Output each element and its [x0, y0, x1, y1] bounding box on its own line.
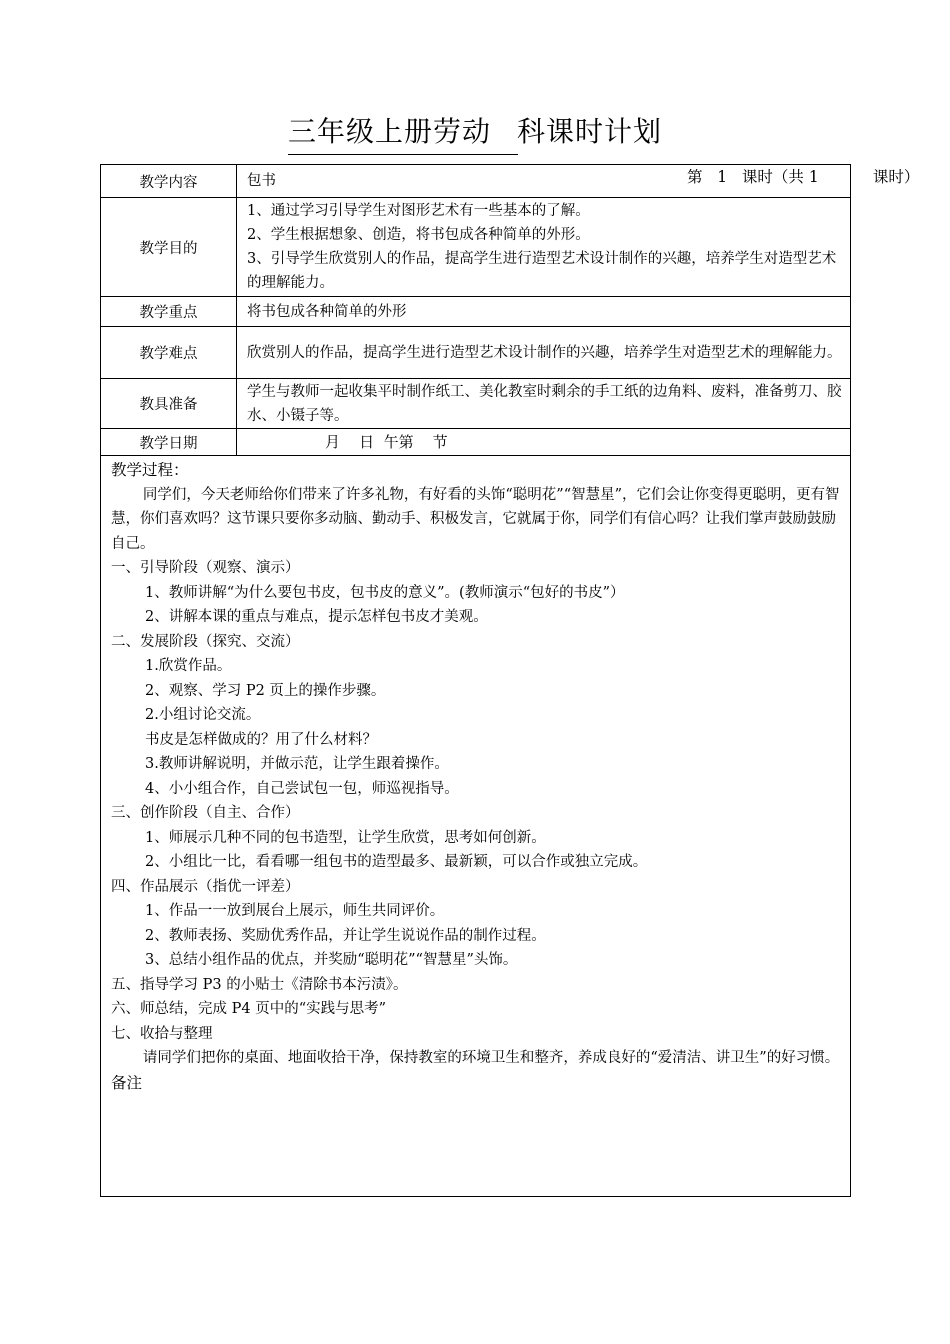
- cell-teaching-process: [101, 456, 851, 1197]
- row-teaching-aim: [101, 198, 851, 297]
- teaching-date-value: 月 日 午第 节: [325, 432, 448, 451]
- cell-teaching-date: [237, 429, 851, 456]
- title-part-1: 三年级上册劳动: [287, 115, 491, 148]
- row-difficulty: [101, 327, 851, 379]
- difficulty-value: 欣赏别人的作品，提高学生进行造型艺术设计制作的兴趣，培养学生对造型艺术的理解能力。: [237, 327, 851, 379]
- row-teaching-aids: [101, 379, 851, 429]
- stage-2-step-6: 4、小小组合作，自己尝试包一包，师巡视指导。: [145, 780, 459, 797]
- teaching-content-value: 包书: [247, 173, 276, 189]
- lesson-plan-table: [100, 164, 920, 1197]
- row-key-point: [101, 297, 851, 327]
- stage-3-step-1: 1、师展示几种不同的包书造型，让学生欣赏，思考如何创新。: [145, 829, 546, 846]
- aim-line-1: 1、通过学习引导学生对图形艺术有一些基本的了解。: [247, 203, 590, 219]
- process-heading: 教学过程：: [111, 461, 189, 479]
- label-teaching-content: 教学内容: [101, 165, 237, 198]
- stage-4-step-1: 1、作品一一放到展台上展示，师生共同评价。: [145, 903, 445, 919]
- notes-heading: 备注: [111, 1073, 143, 1092]
- cell-teaching-content: [237, 165, 920, 198]
- label-teaching-aids: 教具准备: [101, 379, 237, 429]
- key-point-value: 将书包成各种简单的外形: [237, 297, 851, 327]
- label-key-point: 教学重点: [101, 297, 237, 327]
- title-part-2: 科课时计划: [517, 115, 663, 148]
- title-underline: [288, 154, 518, 155]
- label-teaching-aim: 教学目的: [101, 198, 237, 297]
- row-teaching-date: [101, 429, 851, 456]
- cell-teaching-aim: [237, 198, 851, 297]
- teaching-aids-value: 学生与教师一起收集平时制作纸工、美化教室时剩余的手工纸的边角料、废料，准备剪刀、胶水、小镊子等。: [237, 379, 851, 429]
- lesson-period-info: 第 1 课时（共 1 课时）: [687, 168, 920, 186]
- stage-4-step-3: 3、总结小组作品的优点，并奖励“聪明花”“智慧星”头饰。: [145, 952, 518, 968]
- row-teaching-content: [101, 165, 851, 198]
- stage-1-step-1: 1、教师讲解“为什么要包书皮，包书皮的意义”。(教师演示“包好的书皮”）: [145, 584, 625, 601]
- process-intro: 同学们，今天老师给你们带来了许多礼物，有好看的头饰“聪明花”“智慧星”，它们会让你变得更聪明，更有智慧，你们喜欢吗？这节课只要你多动脑、勤动手、积极发言，它就属于你，同学们有信心吗？让我们掌声鼓励鼓励自己。: [111, 486, 840, 552]
- label-difficulty: 教学难点: [101, 327, 237, 379]
- stage-2-step-2: 2、观察、学习 P2 页上的操作步骤。: [145, 682, 386, 699]
- stage-6-heading: 六、师总结，完成 P4 页中的“实践与思考”: [111, 1001, 387, 1017]
- stage-4-heading: 四、作品展示（指优一评差）: [111, 878, 300, 895]
- stage-3-heading: 三、创作阶段（自主、合作）: [111, 805, 300, 821]
- stage-4-step-2: 2、教师表扬、奖励优秀作品，并让学生说说作品的制作过程。: [145, 927, 546, 944]
- stage-2-heading: 二、发展阶段（探究、交流）: [111, 633, 300, 650]
- stage-7-text: 请同学们把你的桌面、地面收拾干净，保持教室的环境卫生和整齐，养成良好的“爱清洁、讲卫生”的好习惯。: [142, 1050, 840, 1066]
- stage-3-step-2: 2、小组比一比，看看哪一组包书的造型最多、最新颖，可以合作或独立完成。: [145, 854, 648, 870]
- aim-line-2: 2、学生根据想象、创造，将书包成各种简单的外形。: [247, 227, 590, 243]
- stage-1-heading: 一、引导阶段（观察、演示）: [111, 560, 300, 576]
- stage-2-step-3: 2.小组讨论交流。: [145, 707, 261, 723]
- label-teaching-date: 教学日期: [101, 429, 237, 456]
- aim-line-3: 3、引导学生欣赏别人的作品，提高学生进行造型艺术设计制作的兴趣，培养学生对造型艺术的理解能力。: [247, 251, 837, 291]
- stage-1-step-2: 2、讲解本课的重点与难点，提示怎样包书皮才美观。: [145, 609, 488, 625]
- stage-2-step-5: 3.教师讲解说明，并做示范，让学生跟着操作。: [145, 756, 449, 772]
- stage-7-heading: 七、收拾与整理: [111, 1025, 213, 1042]
- page-title: [0, 110, 950, 150]
- stage-2-step-1: 1.欣赏作品。: [145, 658, 232, 674]
- row-teaching-process: [101, 456, 851, 1197]
- stage-5-heading: 五、指导学习 P3 的小贴士《清除书本污渍》。: [111, 976, 408, 993]
- stage-2-step-4: 书皮是怎样做成的？用了什么材料？: [145, 731, 377, 748]
